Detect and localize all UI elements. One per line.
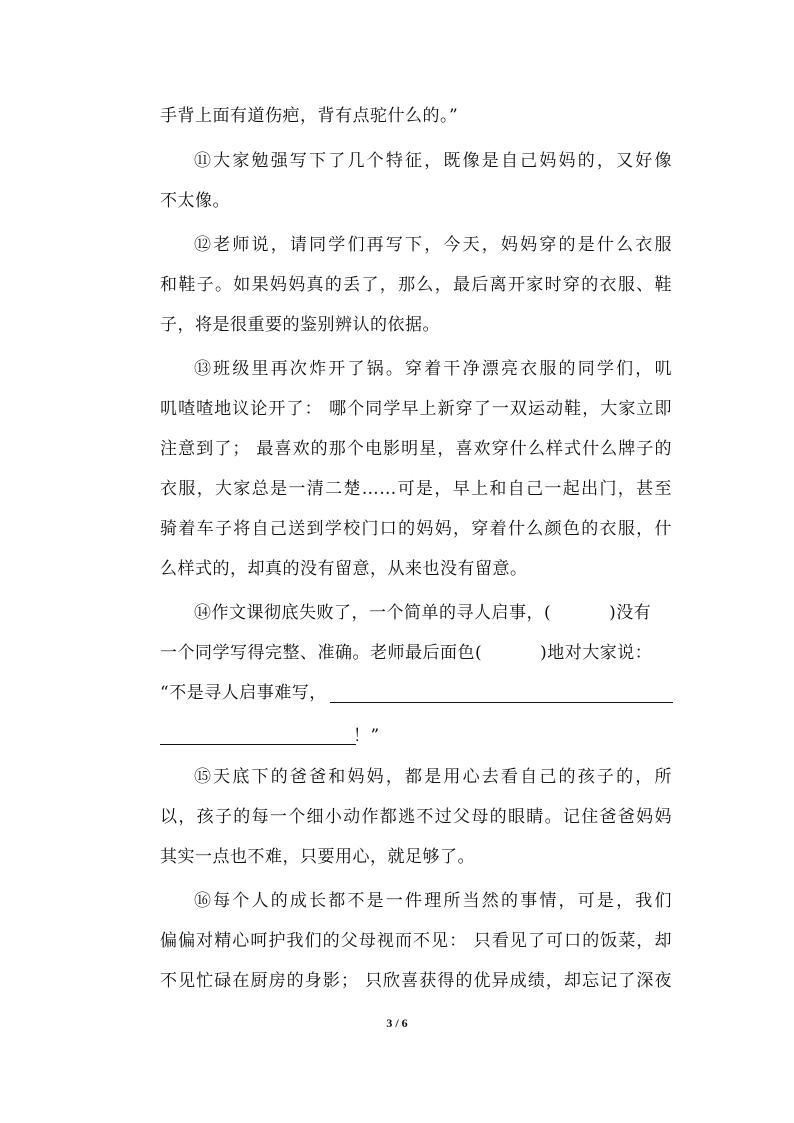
paragraph-14-line-2 [160,641,672,665]
paragraph-11-line-2: 不太像。 [160,191,230,211]
page-number: 3 / 6 [386,1016,408,1030]
paragraph-15-line-2: 以，孩子的每一个细小动作都逃不过父母的眼睛。记住爸爸妈妈 [160,807,672,827]
paragraph-13-line-1: ⑬班级里再次炸开了锅。穿着干净漂亮衣服的同学们，叽 [194,359,672,379]
paragraph-16-line-1: ⑯每个人的成长都不是一件理所当然的事情，可是，我们 [194,891,672,911]
answer-line-2[interactable] [160,744,356,745]
paragraph-14-line-1-end: )没有 [609,603,652,623]
paragraph-11-line-1: ⑪大家勉强写下了几个特征，既像是自己妈妈的，又好像 [194,151,672,171]
paragraph-13-line-4: 衣服，大家总是一清二楚……可是，早上和自己一起出门，甚至 [160,479,672,499]
paragraph-12-line-2: 和鞋子。如果妈妈真的丢了，那么，最后离开家时穿的衣服、鞋 [160,275,672,295]
paragraph-14-line-1 [194,601,672,625]
paragraph-12-line-3: 子，将是很重要的鉴别辨认的依据。 [160,315,440,335]
paragraph-13-line-2: 叽喳喳地议论开了： 哪个同学早上新穿了一双运动鞋，大家立即 [160,399,672,419]
paragraph-12-line-1: ⑫老师说，请同学们再写下，今天，妈妈穿的是什么衣服 [194,235,672,255]
paragraph-16-line-3: 不见忙碌在厨房的身影； 只欣喜获得的优异成绩，却忘记了深夜 [160,971,672,991]
paragraph-14-line-4-end: ！” [353,726,380,746]
paragraph-14-line-2-start: 一个同学写得完整、准确。老师最后面色( [160,643,483,663]
paragraph-13-line-3: 注意到了； 最喜欢的那个电影明星，喜欢穿什么样式什么牌子的 [160,439,672,459]
paragraph-14-line-2-end: )地对大家说： [540,643,653,663]
paragraph-15-line-3: 其实一点也不难，只要用心，就足够了。 [160,847,475,867]
answer-line-1[interactable] [330,702,673,703]
paragraph-13-line-5: 骑着车子将自己送到学校门口的妈妈，穿着什么颜色的衣服，什 [160,519,672,539]
paragraph-10-tail: 手背上面有道伤疤，背有点驼什么的。” [160,106,459,126]
paragraph-14-line-1-start: ⑭作文课彻底失败了，一个简单的寻人启事，( [194,603,552,623]
paragraph-13-line-6: 么样式的，却真的没有留意，从来也没有留意。 [160,559,528,579]
paragraph-14-line-3: “不是寻人启事难写， [160,683,327,703]
paragraph-15-line-1: ⑮天底下的爸爸和妈妈，都是用心去看自己的孩子的，所 [194,767,672,787]
paragraph-16-line-2: 偏偏对精心呵护我们的父母视而不见： 只看见了可口的饭菜，却 [160,931,672,951]
